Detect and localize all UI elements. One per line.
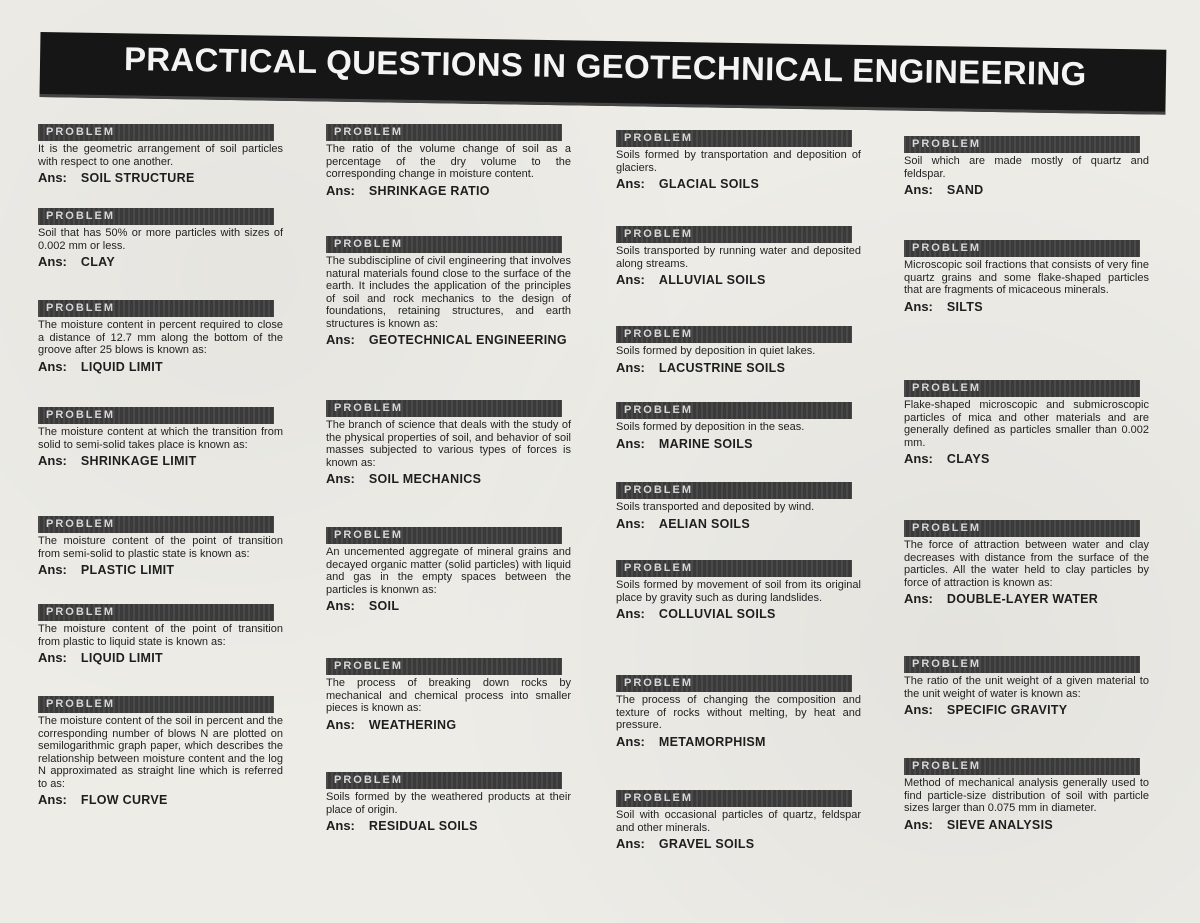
problem-label: PROBLEM (624, 328, 693, 340)
answer-text: SOIL MECHANICS (368, 472, 482, 486)
problem-label: PROBLEM (46, 606, 115, 618)
question-card (616, 482, 861, 531)
question-text: The moisture content at which the transition from solid to semi-solid takes place is known as: (38, 426, 283, 451)
question-card (616, 402, 861, 451)
answer-text: SHRINKAGE RATIO (368, 183, 490, 198)
question-card (904, 136, 1149, 197)
problem-header (326, 772, 562, 789)
problem-label: PROBLEM (46, 210, 115, 222)
answer-label: Ans: (38, 254, 67, 269)
answer-row (616, 836, 861, 851)
answer-text: SOIL (368, 599, 400, 613)
problem-header (38, 516, 274, 533)
question-card (904, 520, 1149, 606)
problem-header (616, 675, 852, 692)
question-text: Soils transported and deposited by wind. (616, 501, 815, 513)
question-text: Microscopic soil fractions that consists of very fine quartz grains and some flake-shaped particles that are fragments of micaceous minerals. (904, 259, 1149, 296)
answer-label: Ans: (616, 515, 645, 531)
answer-label: Ans: (38, 792, 67, 807)
problem-label: PROBLEM (912, 760, 981, 772)
answer-text: COLLUVIAL SOILS (658, 607, 776, 621)
problem-header (38, 124, 274, 141)
question-text: Soil with occasional particles of quartz, feldspar and other minerals. (616, 809, 861, 834)
answer-text: LIQUID LIMIT (80, 359, 163, 374)
question-card (616, 130, 861, 191)
problem-label: PROBLEM (624, 404, 693, 416)
answer-label: Ans: (38, 453, 67, 468)
answer-label: Ans: (326, 716, 355, 732)
question-text: The branch of science that deals with the study of the physical properties of soil, and behavior of soil masses subjected to various types of forces is known as: (326, 419, 571, 469)
answer-label: Ans: (326, 471, 355, 486)
answer-label: Ans: (38, 650, 67, 665)
question-card (38, 696, 283, 807)
answer-label: Ans: (616, 836, 645, 851)
problem-header (38, 696, 274, 713)
answer-label: Ans: (326, 598, 355, 613)
answer-text: ALLUVIAL SOILS (658, 273, 766, 287)
question-card (904, 656, 1149, 717)
question-text: It is the geometric arrangement of soil particles with respect to one another. (38, 143, 283, 168)
answer-row (616, 606, 861, 621)
problem-label: PROBLEM (624, 677, 693, 689)
question-card (38, 208, 283, 269)
question-text: The process of breaking down rocks by mechanical and chemical process into smaller pieces is known as: (326, 677, 571, 714)
question-card (38, 604, 283, 665)
problem-header (38, 300, 274, 317)
answer-row (38, 254, 283, 269)
question-card (616, 790, 861, 851)
problem-header (38, 208, 274, 225)
question-card (326, 124, 571, 198)
answer-row (326, 717, 571, 732)
answer-label: Ans: (326, 818, 355, 833)
question-card (326, 400, 571, 486)
question-card (616, 675, 861, 749)
answer-text: GEOTECHNICAL ENGINEERING (368, 333, 567, 347)
answer-row (904, 702, 1149, 717)
answer-row (616, 734, 861, 749)
answer-row (904, 182, 1149, 197)
answer-text: PLASTIC LIMIT (80, 563, 175, 577)
answer-label: Ans: (904, 702, 933, 717)
answer-row (38, 650, 283, 665)
answer-text: WEATHERING (368, 717, 457, 732)
answer-row (326, 183, 571, 198)
problem-header (616, 130, 852, 147)
problem-label: PROBLEM (334, 238, 403, 250)
answer-text: MARINE SOILS (658, 436, 753, 451)
problem-label: PROBLEM (912, 522, 981, 534)
problem-header (904, 136, 1140, 153)
problem-header (904, 380, 1140, 397)
problem-label: PROBLEM (46, 698, 115, 710)
answer-text: METAMORPHISM (658, 734, 766, 749)
answer-row (326, 598, 571, 613)
problem-label: PROBLEM (46, 518, 115, 530)
page-title: PRACTICAL QUESTIONS IN GEOTECHNICAL ENGINEERING (123, 40, 1087, 93)
problem-header (904, 240, 1140, 257)
answer-row (38, 562, 283, 577)
question-text: Soils transported by running water and deposited along streams. (616, 245, 861, 270)
answer-text: GRAVEL SOILS (658, 837, 755, 851)
question-card (326, 658, 571, 732)
answer-text: FLOW CURVE (80, 793, 168, 807)
question-card (904, 758, 1149, 832)
problem-header (616, 482, 852, 499)
answer-label: Ans: (616, 606, 645, 621)
answer-label: Ans: (326, 182, 355, 198)
question-text: The subdiscipline of civil engineering that involves natural materials found close to the surface of the earth. It includes the application of the principles of soil and rock mechanics to the design of foundations, retaining structures, and earth structures is known as: (326, 255, 571, 330)
problem-header (326, 527, 562, 544)
answer-row (904, 817, 1149, 832)
question-text: The moisture content of the point of transition from plastic to liquid state is known as: (38, 623, 283, 648)
question-text: The moisture content in percent required to close a distance of 12.7 mm along the bottom of the groove after 25 blows is known as: (38, 319, 283, 356)
problem-label: PROBLEM (912, 138, 981, 150)
problem-label: PROBLEM (46, 302, 115, 314)
question-card (616, 560, 861, 621)
question-card (326, 772, 571, 833)
problem-header (326, 124, 562, 141)
problem-label: PROBLEM (912, 658, 981, 670)
answer-row (38, 170, 283, 185)
answer-row (616, 516, 861, 531)
answer-row (904, 591, 1149, 606)
question-text: Soils formed by deposition in the seas. (616, 421, 805, 433)
problem-header (326, 658, 562, 675)
question-card (38, 124, 283, 185)
question-text: Soils formed by deposition in quiet lakes. (616, 345, 816, 357)
answer-row (38, 453, 283, 468)
problem-header (616, 326, 852, 343)
answer-row (616, 436, 861, 451)
question-text: The ratio of the unit weight of a given material to the unit weight of water is known as: (904, 675, 1149, 700)
question-text: Soil that has 50% or more particles with sizes of 0.002 mm or less. (38, 227, 283, 252)
answer-label: Ans: (38, 358, 67, 374)
problem-label: PROBLEM (624, 228, 693, 240)
answer-text: SIEVE ANALYSIS (946, 817, 1053, 832)
answer-row (616, 360, 861, 375)
problem-header (616, 790, 852, 807)
question-text: Soils formed by transportation and deposition of glaciers. (616, 149, 861, 174)
answer-text: RESIDUAL SOILS (368, 819, 478, 833)
answer-label: Ans: (904, 298, 933, 314)
answer-text: CLAY (80, 255, 115, 269)
answer-label: Ans: (38, 170, 67, 185)
question-card (38, 300, 283, 374)
problem-label: PROBLEM (334, 529, 403, 541)
question-card (38, 516, 283, 577)
problem-label: PROBLEM (912, 242, 981, 254)
answer-text: AELIAN SOILS (658, 516, 750, 531)
problem-header (616, 226, 852, 243)
answer-label: Ans: (616, 359, 645, 375)
answer-text: GLACIAL SOILS (658, 177, 760, 191)
problem-header (326, 236, 562, 253)
answer-text: LACUSTRINE SOILS (658, 360, 786, 375)
answer-row (904, 451, 1149, 466)
question-card (326, 236, 571, 347)
answer-text: SPECIFIC GRAVITY (946, 703, 1068, 717)
question-text: Flake-shaped microscopic and submicroscopic particles of mica and other materials and are generally defined as particles smaller than 0.002 mm. (904, 399, 1149, 449)
answer-text: CLAYS (946, 452, 990, 466)
answer-label: Ans: (616, 272, 645, 287)
problem-header (904, 520, 1140, 537)
answer-label: Ans: (326, 332, 355, 347)
answer-text: SAND (946, 183, 984, 197)
answer-label: Ans: (904, 182, 933, 197)
answer-label: Ans: (38, 562, 67, 577)
answer-label: Ans: (904, 451, 933, 466)
problem-label: PROBLEM (624, 562, 693, 574)
answer-text: SOIL STRUCTURE (80, 171, 195, 185)
problem-label: PROBLEM (624, 484, 693, 496)
problem-header (326, 400, 562, 417)
question-text: The moisture content of the soil in percent and the corresponding number of blows N are plotted on semilogarithmic graph paper, which describes the relationship between moisture content and the log N approximated as straight line which is referred to as: (38, 715, 283, 790)
problem-label: PROBLEM (46, 126, 115, 138)
problem-header (38, 604, 274, 621)
question-text: The ratio of the volume change of soil as a percentage of the dry volume to the corresponding change in moisture content. (326, 143, 571, 180)
problem-label: PROBLEM (334, 126, 403, 138)
answer-row (326, 471, 571, 486)
answer-text: SILTS (946, 299, 983, 314)
question-card (904, 240, 1149, 314)
answer-text: DOUBLE-LAYER WATER (946, 592, 1099, 606)
answer-label: Ans: (616, 733, 645, 749)
problem-label: PROBLEM (334, 660, 403, 672)
answer-row (326, 332, 571, 347)
answer-row (38, 792, 283, 807)
question-card (616, 326, 861, 375)
answer-row (326, 818, 571, 833)
question-card (616, 226, 861, 287)
answer-label: Ans: (904, 816, 933, 832)
problem-label: PROBLEM (334, 402, 403, 414)
answer-row (38, 359, 283, 374)
answer-label: Ans: (904, 591, 933, 606)
answer-text: LIQUID LIMIT (80, 651, 163, 665)
answer-text: SHRINKAGE LIMIT (80, 454, 197, 468)
question-card (38, 407, 283, 468)
question-text: An uncemented aggregate of mineral grains and decayed organic matter (solid particles) with liquid and gas in the empty spaces between the particles is knonwn as: (326, 546, 571, 596)
question-card (904, 380, 1149, 466)
answer-label: Ans: (616, 435, 645, 451)
question-card (326, 527, 571, 613)
question-text: Soils formed by the weathered products at their place of origin. (326, 791, 571, 816)
question-text: The process of changing the composition and texture of rocks without melting, by heat and pressure. (616, 694, 861, 731)
problem-label: PROBLEM (334, 774, 403, 786)
problem-label: PROBLEM (624, 132, 693, 144)
problem-label: PROBLEM (624, 792, 693, 804)
problem-header (904, 758, 1140, 775)
answer-row (904, 299, 1149, 314)
problem-header (616, 560, 852, 577)
answer-row (616, 272, 861, 287)
answer-label: Ans: (616, 176, 645, 191)
problem-label: PROBLEM (46, 409, 115, 421)
question-text: Soils formed by movement of soil from its original place by gravity such as during landslides. (616, 579, 861, 604)
question-text: The moisture content of the point of transition from semi-solid to plastic state is known as: (38, 535, 283, 560)
question-text: Soil which are made mostly of quartz and feldspar. (904, 155, 1149, 180)
problem-header (38, 407, 274, 424)
question-text: Method of mechanical analysis generally used to find particle-size distribution of soil with particle sizes larger than 0.075 mm in diameter. (904, 777, 1149, 814)
problem-header (616, 402, 852, 419)
problem-label: PROBLEM (912, 382, 981, 394)
question-text: The force of attraction between water and clay decreases with distance from the surface of the particles. All the water held to clay particles by force of attraction is known as: (904, 539, 1149, 589)
problem-header (904, 656, 1140, 673)
answer-row (616, 176, 861, 191)
